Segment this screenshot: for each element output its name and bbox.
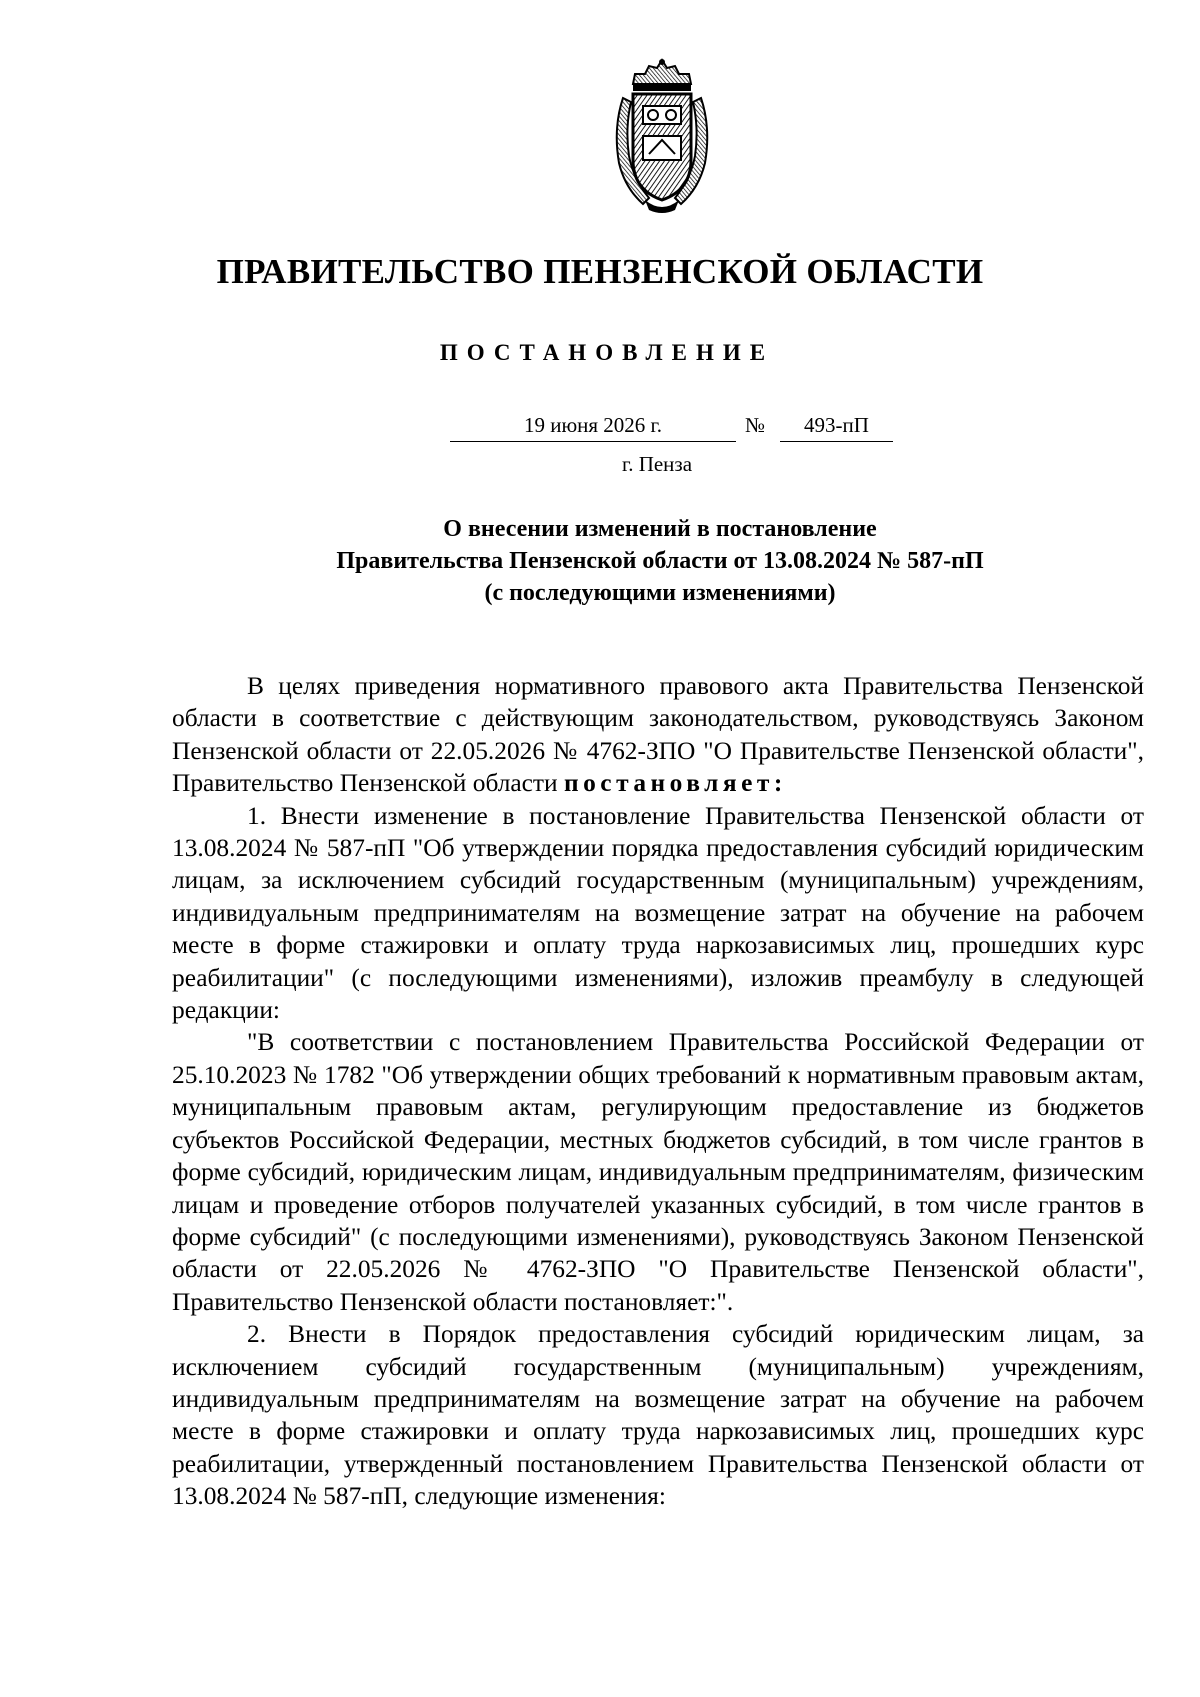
body-paragraph: 1. Внести изменение в постановление Правительства Пензенской области от 13.08.2024 № 587-пП "Об утверждении порядка предоставления субсидий юридическим лицам, за исключением субсидий государственным (муниципальным) учреждениям, индивидуальным предпринимателям на возмещение затрат на обучение на рабочем месте в форме стажировки и оплату труда наркозависимых лиц, прошедших курс реабилитации" (с последующими изменениями), изложив преамбулу в следующей редакции: [172, 801, 1144, 1025]
document-number: 493-пП [780, 413, 893, 442]
document-date: 19 июня 2026 г. [450, 413, 736, 442]
coat-of-arms-icon [609, 58, 715, 214]
number-sign: № [745, 413, 766, 437]
body-paragraph: "В соответствии с постановлением Правительства Российской Федерации от 25.10.2023 № 1782 "Об утверждении общих требований к нормативным правовым актам, муниципальным правовым актам, регулирующим предоставление из бюджетов субъектов Российской Федерации, местных бюджетов субсидий, в том числе грантов в форме субсидий, юридическим лицам, индивидуальным предпринимателям, физическим лицам и проведение отборов получателей указанных субсидий, в том числе грантов в форме субсидий" (с последующими изменениями), руководствуясь Законом Пензенской области от 22.05.2026 № 4762-ЗПО "О Правительстве Пензенской области", Правительство Пензенской области постановляет:". [172, 1028, 1144, 1316]
resolves-keyword: постановляет: [563, 769, 787, 798]
subject-line: Правительства Пензенской области от 13.08.2024 № 587-пП [336, 548, 984, 574]
subject-line: О внесении изменений в постановление [443, 516, 877, 542]
document-body [172, 670, 1144, 1513]
body-paragraph: 2. Внести в Порядок предоставления субсидий юридическим лицам, за исключением субсидий государственным (муниципальным) учреждениям, индивидуальным предпринимателям на возмещение затрат на обучение на рабочем месте в форме стажировки и оплату труда наркозависимых лиц, прошедших курс реабилитации, утвержденный постановлением Правительства Пензенской области от 13.08.2024 № 587-пП, следующие изменения: [172, 1320, 1144, 1511]
preamble-text: В целях приведения нормативного правового акта Правительства Пензенской области в соответствие с действующим законодательством, руководствуясь Законом Пензенской области от 22.05.2026 № 4762-ЗПО "О Правительстве Пензенской области", Правительство Пензенской области [172, 672, 1144, 798]
subject-line: (с последующими изменениями) [484, 580, 836, 606]
document-type: ПОСТАНОВЛЕНИЕ [439, 340, 775, 365]
document-city: г. Пенза [621, 452, 693, 476]
organization-title: ПРАВИТЕЛЬСТВО ПЕНЗЕНСКОЙ ОБЛАСТИ [216, 252, 984, 291]
document-subject [200, 513, 1120, 609]
preamble-paragraph [172, 670, 1144, 800]
